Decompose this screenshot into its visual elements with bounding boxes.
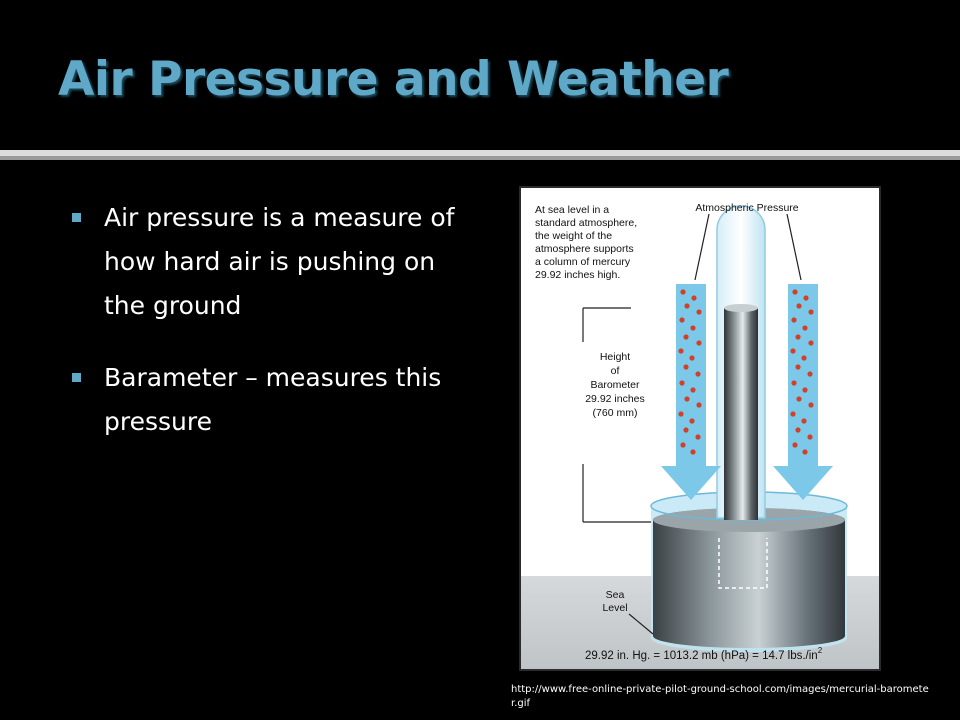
- height-line: of: [610, 365, 620, 377]
- arrow-right: [773, 284, 833, 500]
- height-line: 29.92 inches: [585, 393, 645, 405]
- equation-superscript: 2: [817, 646, 823, 655]
- square-bullet-icon: [72, 213, 81, 222]
- note-line: a column of mercury: [535, 256, 631, 268]
- sea-level-label: [602, 589, 627, 614]
- square-bullet-icon: [72, 373, 81, 382]
- bullet-text: Air pressure is a measure of how hard air is pushing on the ground: [104, 203, 455, 320]
- height-label: [585, 351, 645, 419]
- image-credit: http://www.free-online-private-pilot-ground-school.com/images/mercurial-barometer.gif: [511, 684, 929, 709]
- sea-line: Level: [602, 602, 628, 614]
- title-bar: [0, 0, 960, 150]
- slide-title: Air Pressure and Weather: [58, 52, 729, 107]
- mercury-barometer-diagram: [521, 188, 879, 669]
- bullet-text: Barameter – measures this pressure: [104, 363, 442, 436]
- height-line: (760 mm): [592, 407, 638, 419]
- bullet-item: [72, 356, 472, 444]
- note-line: standard atmosphere,: [535, 217, 638, 229]
- atmos-label: Atmospheric Pressure: [695, 202, 799, 214]
- note-line: At sea level in a: [535, 204, 610, 216]
- bullet-item: [72, 196, 472, 328]
- sea-line: Sea: [605, 589, 625, 601]
- mercury-column: [724, 308, 758, 520]
- bullet-list: [72, 196, 472, 472]
- barometer-figure: [519, 186, 881, 671]
- height-line: Barometer: [590, 379, 640, 391]
- atmos-pointer-right: [787, 214, 801, 280]
- note-line: the weight of the: [535, 230, 613, 242]
- atmos-pointer-left: [695, 214, 709, 280]
- note-line: 29.92 inches high.: [535, 269, 621, 281]
- sealevel-note: [535, 204, 637, 281]
- equation-text: 29.92 in. Hg. = 1013.2 mb (hPa) = 14.7 lbs./in: [585, 650, 818, 662]
- height-line: Height: [599, 351, 631, 363]
- mercury-meniscus: [724, 304, 758, 312]
- arrow-left: [661, 284, 721, 500]
- note-line: atmosphere supports: [535, 243, 634, 255]
